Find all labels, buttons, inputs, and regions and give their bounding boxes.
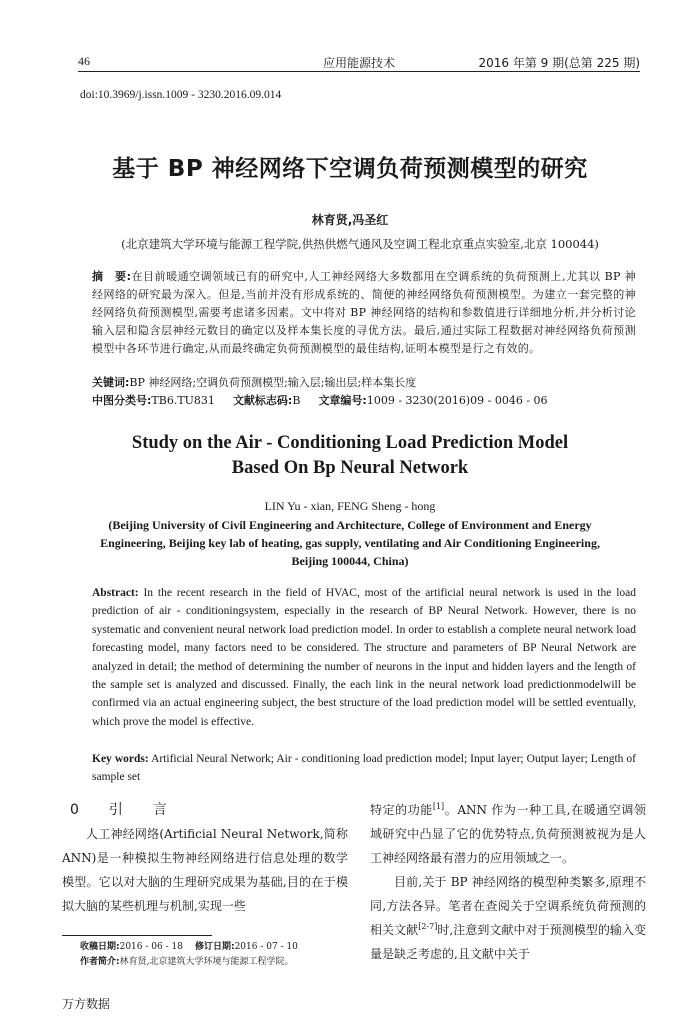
authors-english: LIN Yu - xian, FENG Sheng - hong bbox=[264, 499, 436, 513]
title-en-line2: Based On Bp Neural Network bbox=[231, 458, 469, 478]
keywords-en-text: Artificial Neural Network; Air - conditioning load prediction model; Input layer; Output layer; Length of sample set bbox=[92, 753, 636, 784]
doc-code-label: 文献标志码: bbox=[232, 394, 293, 407]
author-bio-label: 作者简介: bbox=[80, 957, 120, 967]
keywords-chinese bbox=[92, 374, 636, 392]
article-number-label: 文章编号: bbox=[318, 394, 367, 407]
para-text: 目前,关于 BP 神经网络的模型种类繁多,原理不同,方法各异。笔者在查阅关于空调系统负荷预测的相关文献 bbox=[370, 875, 646, 937]
para-text: 。ANN 作为一种工具,在暖通空调领域研究中凸显了它的优势特点,负荷预测被视为是人工神经网络最有潜力的应用领域之一。 bbox=[370, 803, 646, 865]
footnote bbox=[80, 940, 350, 970]
para-text: 时,注意到文献中对于预测模型的输入变量是缺乏考虑的,且文献中关于 bbox=[370, 923, 646, 961]
received-date: 2016 - 06 - 18 bbox=[119, 942, 183, 952]
abstract-english bbox=[92, 584, 636, 731]
revised-label: 修订日期: bbox=[194, 942, 235, 952]
title-english bbox=[60, 431, 640, 481]
clc-value: TB6.TU831 bbox=[151, 394, 215, 407]
title-chinese: 基于 BP 神经网络下空调负荷预测模型的研究 bbox=[112, 156, 588, 182]
journal-name: 应用能源技术 bbox=[322, 56, 395, 70]
authors-chinese: 林育贤,冯圣红 bbox=[311, 213, 389, 227]
citation-ref-1[interactable]: [1] bbox=[432, 802, 445, 811]
running-header bbox=[78, 52, 640, 72]
doi-line[interactable]: doi:10.3969/j.issn.1009 - 3230.2016.09.014 bbox=[80, 89, 282, 101]
footnote-rule bbox=[62, 935, 212, 936]
keywords-cn-label: 关键词: bbox=[92, 376, 130, 389]
body-right-column bbox=[370, 798, 646, 966]
keywords-english bbox=[92, 750, 636, 787]
affiliation-english: (Beijing University of Civil Engineering and Architecture, College of Environment and Energy Engineering, Beijing key lab of heating, gas supply, ventilating and Air Conditioning Engineering, Beijing 100044, China) bbox=[100, 518, 600, 568]
intro-paragraph-1: 人工神经网络(Artificial Neural Network,简称 ANN)是一种模拟生物神经网络进行信息处理的数学模型。它以对大脑的生理研究成果为基础,目的在于模拟大脑的某些机理与机制,实现一些 bbox=[62, 827, 348, 913]
header-rule bbox=[78, 71, 640, 72]
classification-line bbox=[92, 392, 636, 410]
abstract-cn-text: 在目前暖通空调领域已有的研究中,人工神经网络大多数都用在空调系统的负荷预测上,尤其以 BP 神经网络的研究最为深入。但是,当前并没有形成系统的、简便的神经网络负荷预测模型。为建立一套完整的神经网络负荷预测模型,需要考虑诸多因素。文中将对 BP 神经网络的结构和参数值进行详细地分析,并分析讨论输入层和隐含层神经元数目的确定以及样本集长度的寻优方法。最后,通过实际工程数据对神经网络负荷预测模型中各环节进行确定,从而最终确定负荷预测模型的最佳结构,证明本模型是行之有效的。 bbox=[92, 270, 636, 355]
abstract-chinese bbox=[92, 268, 636, 358]
intro-paragraph-1-cont bbox=[370, 798, 646, 870]
abstract-cn-label: 摘 要: bbox=[92, 270, 132, 283]
abstract-en-text: In the recent research in the field of HVAC, most of the artificial neural network is used in the load prediction of air - conditioningsystem, especially in the research of BP Neural Network. However, there is no systematic and convenient neural network load prediction model. In order to establish a complete neural network load forecasting model, many factors need to be considered. The structure and parameters of BP Neural Network are analyzed in detail; the method of determining the number of neurons in the input and hidden layers and the length of the sample set is analyzed and discussed. Finally, the each link in the neural network load predictionmodelwill be confirmed via an actual engineering subject, the best structure of the load prediction model will be settled eventually, which prove the model is effective. bbox=[92, 587, 637, 728]
doc-code-value: B bbox=[292, 394, 301, 407]
title-en-line1: Study on the Air - Conditioning Load Prediction Model bbox=[131, 433, 569, 453]
received-label: 收稿日期: bbox=[80, 942, 120, 952]
body-left-column bbox=[62, 798, 348, 918]
author-bio-text: 林育贤,北京建筑大学环境与能源工程学院。 bbox=[119, 957, 294, 967]
keywords-cn-text: BP 神经网络;空调负荷预测模型;输入层;输出层;样本集长度 bbox=[129, 376, 417, 389]
watermark: 万方数据 bbox=[62, 997, 111, 1011]
issue-info: 2016 年第 9 期(总第 225 期) bbox=[478, 56, 640, 70]
citation-ref-2-7[interactable]: [2-7] bbox=[418, 922, 438, 931]
clc-label: 中图分类号: bbox=[92, 394, 152, 407]
para-text: 特定的功能 bbox=[370, 803, 433, 817]
section-heading-introduction: 0 引 言 bbox=[70, 802, 175, 818]
footnote-author bbox=[80, 955, 350, 970]
article-number-value: 1009 - 3230(2016)09 - 0046 - 06 bbox=[366, 394, 548, 407]
keywords-en-label: Key words: bbox=[92, 753, 149, 765]
page-number: 46 bbox=[78, 54, 90, 68]
affiliation-chinese: (北京建筑大学环境与能源工程学院,供热供燃气通风及空调工程北京重点实验室,北京 100044) bbox=[121, 237, 599, 251]
footnote-dates bbox=[80, 940, 350, 955]
abstract-en-label: Abstract: bbox=[92, 587, 139, 599]
intro-paragraph-2 bbox=[370, 870, 646, 966]
revised-date: 2016 - 07 - 10 bbox=[234, 942, 298, 952]
